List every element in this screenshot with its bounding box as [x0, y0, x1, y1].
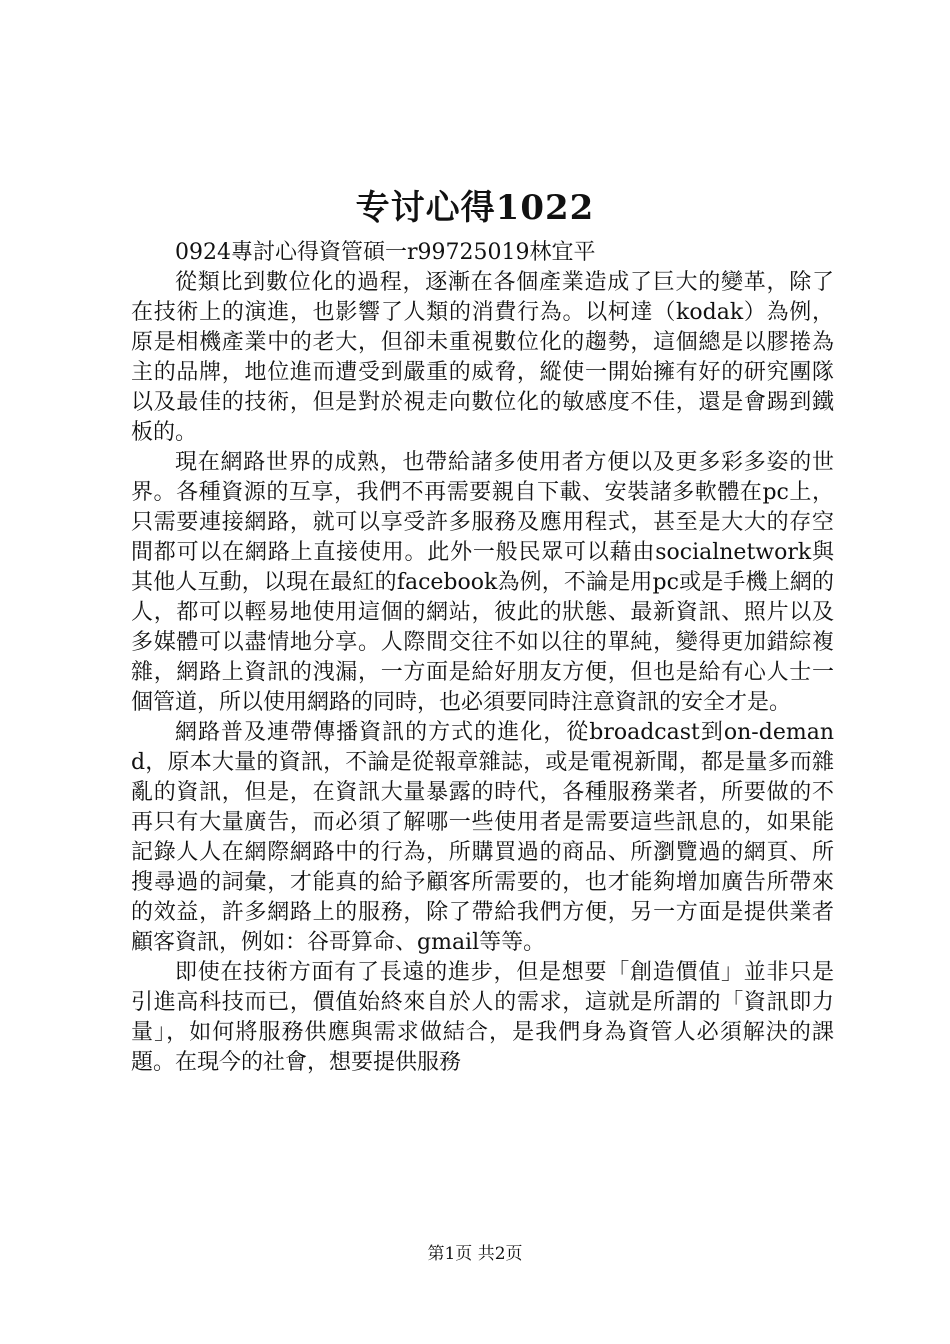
page-footer: 第1页 共2页: [427, 1244, 523, 1264]
paragraph-4: 即使在技術方面有了長遠的進步，但是想要「創造價值」並非只是引進高科技而已，價值始終來自於人的需求，這就是所謂的「資訊即力量」，如何將服務供應與需求做結合，是我們身為資管人必須解決的課題。在現今的社會，想要提供服務: [131, 960, 834, 1075]
paragraph-3: 網路普及連帶傳播資訊的方式的進化，從broadcast到on-demand，原本大量的資訊，不論是從報章雜誌，或是電視新聞，都是量多而雜亂的資訊，但是，在資訊大量暴露的時代，各種服務業者，所要做的不再只有大量廣告，而必須了解哪一些使用者是需要這些訊息的，如果能記錄人人在網際網路中的行為，所購買過的商品、所瀏覽過的網頁、所搜尋過的詞彙，才能真的給予顧客所需要的，也才能夠增加廣告所帶來的效益，許多網路上的服務，除了帶給我們方便，另一方面是提供業者顧客資訊，例如：谷哥算命、gmail等等。: [131, 720, 834, 955]
paragraph-2: 現在網路世界的成熟，也帶給諸多使用者方便以及更多彩多姿的世界。各種資源的互享，我們不再需要親自下載、安裝諸多軟體在pc上，只需要連接網路，就可以享受許多服務及應用程式，甚至是大大的存空間都可以在網路上直接使用。此外一般民眾可以藉由socialnetwork與其他人互動，以現在最紅的facebook為例，不論是用pc或是手機上網的人，都可以輕易地使用這個的網站，彼此的狀態、最新資訊、照片以及多媒體可以盡情地分享。人際間交往不如以往的單純，變得更加錯綜複雜，網路上資訊的洩漏，一方面是給好朋友方便，但也是給有心人士一個管道，所以使用網路的同時，也必須要同時注意資訊的安全才是。: [131, 450, 834, 715]
document-body: [131, 238, 834, 1078]
document-title: 专讨心得1022: [355, 188, 595, 228]
paragraph-1: 從類比到數位化的過程，逐漸在各個產業造成了巨大的變革，除了在技術上的演進，也影響了人類的消費行為。以柯達（kodak）為例，原是相機產業中的老大，但卻未重視數位化的趨勢，這個總是以膠捲為主的品牌，地位進而遭受到嚴重的威脅，縱使一開始擁有好的研究團隊以及最佳的技術，但是對於視走向數位化的敏感度不佳，還是會踢到鐵板的。: [131, 270, 834, 445]
author-line: 0924專討心得資管碩一r99725019林宜平: [175, 240, 596, 265]
